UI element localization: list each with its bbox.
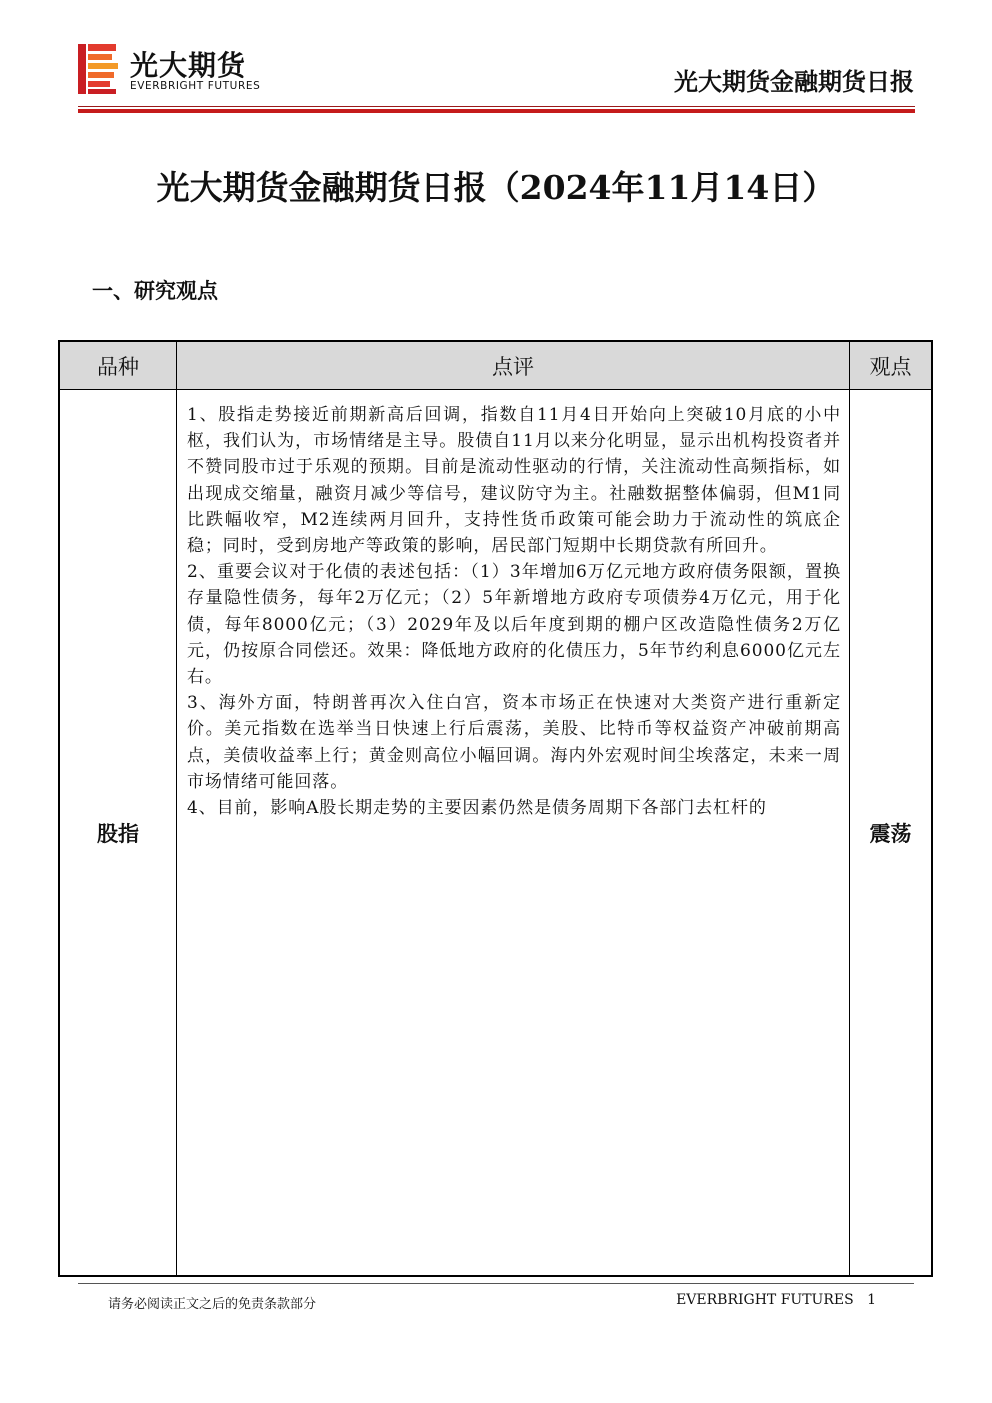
comment-paragraph-3: 3、海外方面，特朗普再次入住白宫，资本市场正在快速对大类资产进行重新定价。美元指数在选举当日快速上行后震荡，美股、比特币等权益资产冲破前期高点，美债收益率上行；黄金则高位小幅回调。海内外宏观时间尘埃落定，未来一周市场情绪可能回落。 — [187, 693, 841, 792]
company-logo — [78, 40, 278, 98]
footer-brand-page — [676, 1292, 876, 1308]
variety-cell — [60, 390, 177, 1275]
comment-paragraphs — [187, 402, 841, 821]
document-title: 光大期货金融期货日报（2024年11月14日） — [156, 168, 836, 207]
comment-paragraph-2: 2、重要会议对于化债的表述包括：（1）3年增加6万亿元地方政府债务限额，置换存量隐性债务，每年2万亿元；（2）5年新增地方政府专项债券4万亿元，用于化债，每年8000亿元；（3）2029年及以后年度到期的棚户区改造隐性债务2万亿元，仍按原合同偿还。效果：降低地方政府的化债压力，5年节约利息6000亿元左右。 — [187, 562, 841, 688]
footer-disclaimer: 请务必阅读正文之后的免责条款部分 — [108, 1297, 317, 1312]
logo-name-cn: 光大期货 — [130, 49, 247, 82]
header-title: 光大期货金融期货日报 — [674, 67, 914, 96]
view-cell — [850, 390, 931, 1275]
logo-name-en: EVERBRIGHT FUTURES — [130, 80, 261, 92]
variety-label: 股指 — [97, 821, 139, 846]
comment-cell — [177, 390, 850, 1275]
research-view-table — [58, 340, 933, 1277]
section-heading: 一、研究观点 — [92, 278, 218, 303]
view-label: 震荡 — [869, 821, 912, 846]
header-rule-thick — [78, 109, 915, 113]
comment-paragraph-1: 1、股指走势接近前期新高后回调，指数自11月4日开始向上突破10月底的小中枢，我们认为，市场情绪是主导。股债自11月以来分化明显，显示出机构投资者并不赞同股市过于乐观的预期。目前是流动性驱动的行情，关注流动性高频指标，如出现成交缩量，融资月减少等信号，建议防守为主。社融数据整体偏弱，但M1同比跌幅收窄，M2连续两月回升，支持性货币政策可能会助力于流动性的筑底企稳；同时，受到房地产等政策的影响，居民部门短期中长期贷款有所回升。 — [187, 405, 841, 557]
column-header-view: 观点 — [850, 342, 931, 390]
footer-brand: EVERBRIGHT FUTURES — [676, 1292, 854, 1308]
page-number: 1 — [867, 1292, 876, 1308]
column-header-comment: 点评 — [177, 342, 850, 390]
header-rule-thin — [78, 106, 915, 107]
footer-rule — [78, 1283, 914, 1284]
comment-paragraph-4: 4、目前，影响A股长期走势的主要因素仍然是债务周期下各部门去杠杆的 — [187, 798, 767, 819]
everbright-logo-icon — [78, 44, 118, 94]
column-header-variety: 品种 — [60, 342, 177, 390]
